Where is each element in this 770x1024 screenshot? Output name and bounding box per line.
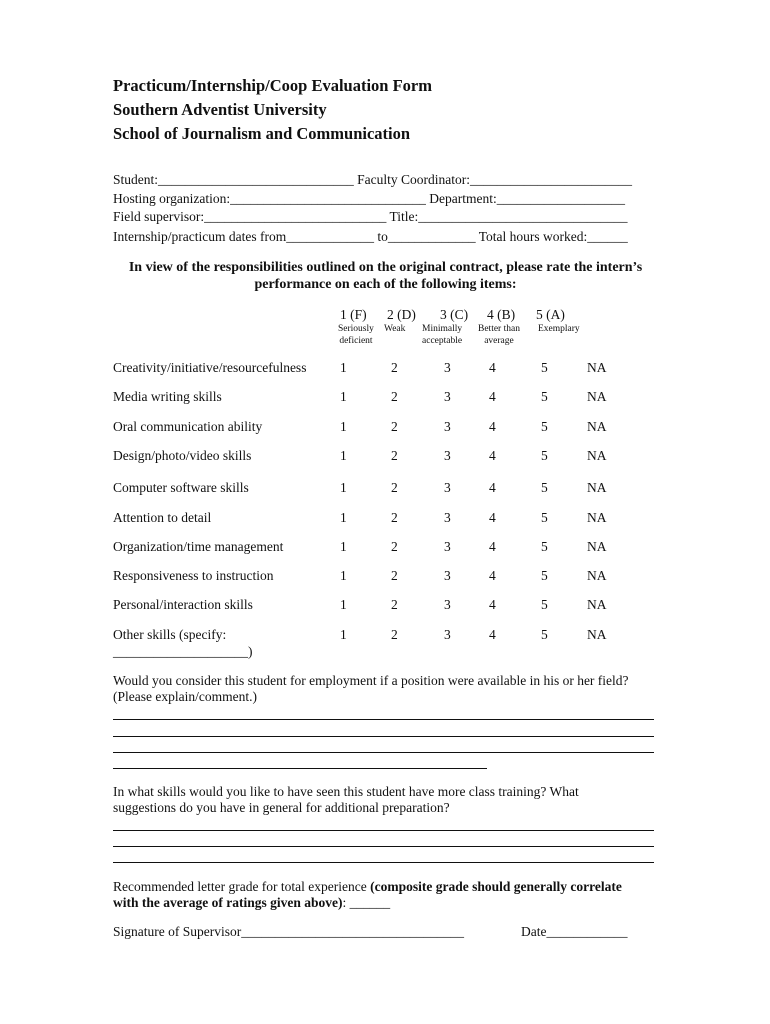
rating-1[interactable]: 1 xyxy=(340,539,347,554)
employment-question-line1: Would you consider this student for employment if a position were available in his or her field? xyxy=(113,673,629,688)
university-name: Southern Adventist University xyxy=(113,100,327,119)
rating-2[interactable]: 2 xyxy=(391,448,398,463)
scale-desc-5 xyxy=(538,323,580,335)
scale-desc-3-line1: Minimally xyxy=(422,324,463,334)
organization-department-line: Hosting organization:_____________________________ Department:___________________ xyxy=(113,191,625,206)
rating-4[interactable]: 4 xyxy=(489,448,496,463)
grade-line2 xyxy=(113,895,390,911)
rating-1[interactable]: 1 xyxy=(340,627,347,642)
rating-na[interactable]: NA xyxy=(587,448,607,463)
answer-line[interactable] xyxy=(113,768,487,769)
rating-4[interactable]: 4 xyxy=(489,627,496,642)
rating-5[interactable]: 5 xyxy=(541,389,548,404)
rating-4[interactable]: 4 xyxy=(489,360,496,375)
item-label-creativity: Creativity/initiative/resourcefulness xyxy=(113,360,307,375)
rating-na[interactable]: NA xyxy=(587,510,607,525)
rating-1[interactable]: 1 xyxy=(340,419,347,434)
scale-desc-4-line1: Better than xyxy=(478,324,520,334)
rating-1[interactable]: 1 xyxy=(340,510,347,525)
rating-3[interactable]: 3 xyxy=(444,597,451,612)
rating-2[interactable]: 2 xyxy=(391,389,398,404)
scale-desc-4-line2: average xyxy=(484,336,514,346)
grade-prefix: Recommended letter grade for total experience xyxy=(113,879,371,894)
rating-1[interactable]: 1 xyxy=(340,360,347,375)
rating-5[interactable]: 5 xyxy=(541,627,548,642)
dates-hours-line: Internship/practicum dates from_____________ to_____________ Total hours worked:______ xyxy=(113,229,628,244)
form-title: Practicum/Internship/Coop Evaluation Form xyxy=(113,76,433,95)
item-label-personal-interaction: Personal/interaction skills xyxy=(113,597,253,612)
rating-3[interactable]: 3 xyxy=(444,510,451,525)
date-field[interactable]: Date____________ xyxy=(521,924,628,939)
rating-na[interactable]: NA xyxy=(587,568,607,583)
rating-5[interactable]: 5 xyxy=(541,510,548,525)
scale-desc-1-line1: Seriously xyxy=(338,324,374,334)
scale-header-1: 1 (F) xyxy=(340,307,367,322)
scale-header-3: 3 (C) xyxy=(440,307,469,322)
scale-desc-2 xyxy=(384,323,405,335)
rating-4[interactable]: 4 xyxy=(489,389,496,404)
item-label-media-writing: Media writing skills xyxy=(113,389,222,404)
student-coordinator-line: Student:_____________________________ Faculty Coordinator:________________________ xyxy=(113,172,632,187)
rating-5[interactable]: 5 xyxy=(541,448,548,463)
rating-2[interactable]: 2 xyxy=(391,480,398,495)
item-label-responsiveness: Responsiveness to instruction xyxy=(113,568,274,583)
answer-line[interactable] xyxy=(113,846,654,847)
rating-2[interactable]: 2 xyxy=(391,419,398,434)
rating-instruction: In view of the responsibilities outlined on the original contract, please rate the intern’s performance on each of the following items: xyxy=(128,260,643,292)
scale-desc-2-line1: Weak xyxy=(384,324,406,334)
scale-header-4: 4 (B) xyxy=(487,307,516,322)
item-label-design-photo-video: Design/photo/video skills xyxy=(113,448,252,463)
rating-5[interactable]: 5 xyxy=(541,480,548,495)
grade-line1 xyxy=(113,879,622,895)
scale-desc-1-line2: deficient xyxy=(339,336,373,346)
rating-na[interactable]: NA xyxy=(587,627,607,642)
rating-1[interactable]: 1 xyxy=(340,389,347,404)
rating-na[interactable]: NA xyxy=(587,480,607,495)
scale-desc-1 xyxy=(338,323,374,347)
rating-2[interactable]: 2 xyxy=(391,360,398,375)
answer-line[interactable] xyxy=(113,719,654,720)
rating-3[interactable]: 3 xyxy=(444,419,451,434)
training-question-line2: suggestions do you have in general for additional preparation? xyxy=(113,800,450,815)
rating-4[interactable]: 4 xyxy=(489,510,496,525)
rating-5[interactable]: 5 xyxy=(541,568,548,583)
rating-2[interactable]: 2 xyxy=(391,597,398,612)
school-name: School of Journalism and Communication xyxy=(113,124,411,143)
scale-desc-4 xyxy=(478,323,520,347)
rating-na[interactable]: NA xyxy=(587,360,607,375)
rating-2[interactable]: 2 xyxy=(391,627,398,642)
rating-3[interactable]: 3 xyxy=(444,568,451,583)
rating-na[interactable]: NA xyxy=(587,419,607,434)
item-label-attention-to-detail: Attention to detail xyxy=(113,510,212,525)
item-label-organization-time: Organization/time management xyxy=(113,539,284,554)
rating-na[interactable]: NA xyxy=(587,539,607,554)
rating-5[interactable]: 5 xyxy=(541,539,548,554)
item-label-other-skills-blank[interactable]: ____________________) xyxy=(113,644,253,659)
training-question-line1: In what skills would you like to have seen this student have more class training? What xyxy=(113,784,579,799)
rating-na[interactable]: NA xyxy=(587,597,607,612)
rating-1[interactable]: 1 xyxy=(340,597,347,612)
employment-question-line2: (Please explain/comment.) xyxy=(113,689,257,704)
rating-1[interactable]: 1 xyxy=(340,568,347,583)
rating-3[interactable]: 3 xyxy=(444,360,451,375)
rating-5[interactable]: 5 xyxy=(541,419,548,434)
rating-4[interactable]: 4 xyxy=(489,568,496,583)
item-label-oral-communication: Oral communication ability xyxy=(113,419,263,434)
item-label-computer-software: Computer software skills xyxy=(113,480,249,495)
rating-3[interactable]: 3 xyxy=(444,627,451,642)
rating-2[interactable]: 2 xyxy=(391,568,398,583)
scale-desc-3 xyxy=(422,323,462,347)
scale-header-5: 5 (A) xyxy=(536,307,565,322)
scale-desc-3-line2: acceptable xyxy=(422,336,463,346)
rating-2[interactable]: 2 xyxy=(391,510,398,525)
rating-4[interactable]: 4 xyxy=(489,419,496,434)
answer-line[interactable] xyxy=(113,830,654,831)
signature-field[interactable]: Signature of Supervisor_________________________________ xyxy=(113,924,464,939)
rating-4[interactable]: 4 xyxy=(489,597,496,612)
answer-line[interactable] xyxy=(113,752,654,753)
rating-1[interactable]: 1 xyxy=(340,480,347,495)
answer-line[interactable] xyxy=(113,736,654,737)
rating-3[interactable]: 3 xyxy=(444,389,451,404)
rating-3[interactable]: 3 xyxy=(444,448,451,463)
scale-header-2: 2 (D) xyxy=(387,307,416,322)
rating-na[interactable]: NA xyxy=(587,389,607,404)
grade-note-part2: with the average of ratings given above) xyxy=(113,895,343,910)
scale-desc-5-line1: Exemplary xyxy=(538,324,580,334)
rating-3[interactable]: 3 xyxy=(444,539,451,554)
rating-4[interactable]: 4 xyxy=(489,539,496,554)
rating-2[interactable]: 2 xyxy=(391,539,398,554)
answer-line[interactable] xyxy=(113,862,654,863)
rating-5[interactable]: 5 xyxy=(541,597,548,612)
grade-blank[interactable]: : ______ xyxy=(342,895,391,910)
supervisor-title-line: Field supervisor:___________________________ Title:_______________________________ xyxy=(113,209,628,224)
rating-5[interactable]: 5 xyxy=(541,360,548,375)
rating-4[interactable]: 4 xyxy=(489,480,496,495)
rating-3[interactable]: 3 xyxy=(444,480,451,495)
grade-note-part1: (composite grade should generally correlate xyxy=(370,879,622,894)
item-label-other-skills: Other skills (specify: xyxy=(113,627,227,642)
rating-1[interactable]: 1 xyxy=(340,448,347,463)
